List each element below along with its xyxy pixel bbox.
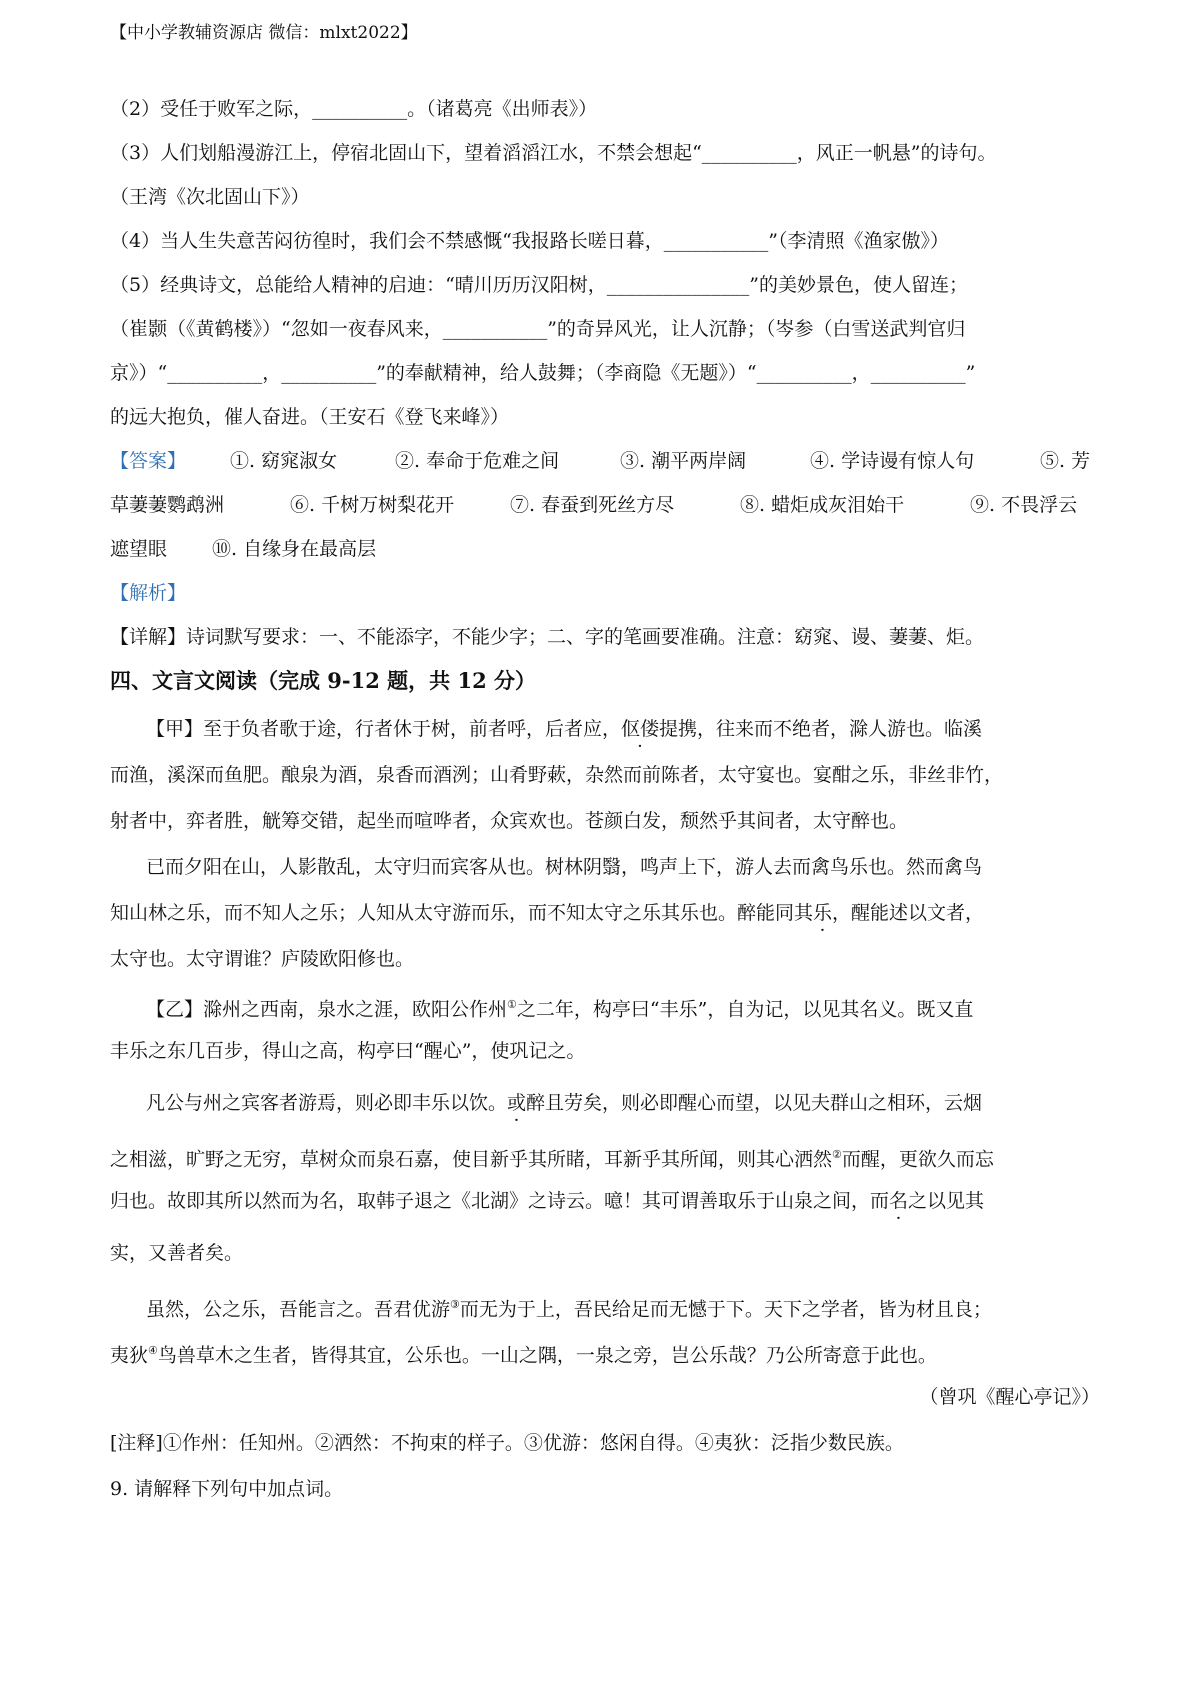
yi-text: 之二年，构亭曰“丰乐”，自为记，以见其名义。既又直: [516, 998, 974, 1021]
yi-line-8: [110, 1338, 937, 1368]
notes: [注释]①作州：任知州。②洒然：不拘束的样子。③优游：悠闲自得。④夷狄：泛指少数民族。: [110, 1432, 904, 1454]
yi-line-3: [146, 1090, 982, 1116]
yi-text: 凡公与州之宾客者游焉，则必即丰乐以饮。: [146, 1092, 508, 1114]
jia-text: 【甲】至于负者歌于途，行者休于树，前者呼，后者应，: [146, 718, 622, 740]
dotted-word: 乐: [813, 902, 833, 924]
footnote-marker: ④: [148, 1344, 158, 1357]
yi-text: 归也。故即其所以然而为名，取韩子退之《北湖》之诗云。噫！其可谓善取乐于山泉之间，而: [110, 1190, 890, 1212]
footnote-marker: ③: [450, 1298, 460, 1311]
question-5-line2: （崔颢（《黄鹤楼》）“忽如一夜春风来，___________”的奇异风光，让人沉静；（岑参（白雪送武判官归: [110, 318, 966, 340]
yi-line-2: 丰乐之东几百步，得山之高，构亭曰“醒心”，使巩记之。: [110, 1040, 586, 1062]
jia-line-5: [110, 900, 984, 926]
jia-text: ，醒能述以文者，: [832, 902, 985, 924]
yi-line-6: 实，又善者矣。: [110, 1242, 244, 1264]
jia-text: 知山林之乐，而不知人之乐；人知从太守游而乐，而不知太守之乐其乐也。醉能同其: [110, 902, 814, 924]
analysis-label: 【解析】: [110, 582, 187, 604]
answer-item: 草萋萋鹦鹉洲: [110, 494, 225, 516]
yi-text: 夷狄: [110, 1344, 149, 1367]
jia-line-4: 已而夕阳在山，人影散乱，太守归而宾客从也。树林阴翳，鸣声上下，游人去而禽鸟乐也。然而禽鸟: [146, 856, 983, 878]
answer-item: ③. 潮平两岸阔: [620, 450, 747, 472]
page-header: 【中小学教辅资源店 微信：mlxt2022】: [110, 23, 418, 43]
question-3-line1: （3）人们划船漫游江上，停宿北固山下，望着滔滔江水，不禁会想起“__________，风正一帆悬”的诗句。: [110, 142, 997, 164]
analysis-detail: 【详解】诗词默写要求：一、不能添字，不能少字；二、字的笔画要准确。注意：窈窕、谩、萋萋、炬。: [110, 626, 985, 648]
jia-line-3: 射者中，弈者胜，觥筹交错，起坐而喧哗者，众宾欢也。苍颜白发，颓然乎其间者，太守醉也。: [110, 810, 909, 832]
answer-item: ⑦. 春蚕到死丝方尽: [510, 494, 675, 516]
dotted-word: 伛偻: [621, 718, 660, 740]
yi-text: 醉且劳矣，则必即醒心而望，以见夫群山之相环，云烟: [526, 1092, 983, 1114]
yi-text: 【乙】滁州之西南，泉水之涯，欧阳公作州: [146, 998, 508, 1021]
source-citation: （曾巩《醒心亭记》）: [919, 1386, 1100, 1408]
question-5-line3: 京》）“__________，__________”的奉献精神，给人鼓舞；（李商隐《无题》）“__________，__________”: [110, 362, 976, 384]
jia-line-6: 太守也。太守谓谁？庐陵欧阳修也。: [110, 948, 415, 970]
question-2: （2）受任于败军之际，__________。（诸葛亮《出师表》）: [110, 98, 598, 120]
jia-line-2: 而渔，溪深而鱼肥。酿泉为酒，泉香而酒洌；山肴野蔌，杂然而前陈者，太守宴也。宴酣之乐，非丝非竹，: [110, 764, 1004, 786]
yi-line-4: [110, 1142, 994, 1172]
question-5-line4: 的远大抱负，催人奋进。（王安石《登飞来峰》）: [110, 406, 510, 428]
answer-item: ⑩. 自缘身在最高层: [212, 538, 377, 560]
yi-line-7: [146, 1292, 992, 1322]
yi-line-1: [146, 992, 973, 1022]
question-5-line1: （5）经典诗文，总能给人精神的启迪：“晴川历历汉阳树，_______________”的美妙景色，使人留连；: [110, 274, 969, 296]
answer-label: 【答案】: [110, 450, 187, 472]
answer-item: ⑨. 不畏浮云: [970, 494, 1078, 516]
yi-text: 鸟兽草木之生者，皆得其宜，公乐也。一山之隅，一泉之旁，岂公乐哉？乃公所寄意于此也。: [157, 1344, 937, 1367]
yi-text: 虽然，公之乐，吾能言之。吾君优游: [146, 1298, 451, 1321]
dotted-word: 名: [889, 1190, 909, 1212]
footnote-marker: ②: [832, 1148, 842, 1161]
yi-text: 而无为于上，吾民给足而无憾于下。天下之学者，皆为材且良；: [459, 1298, 992, 1321]
dotted-word: 或: [507, 1092, 527, 1114]
jia-line-1: [146, 716, 982, 742]
answer-item: ④. 学诗谩有惊人句: [810, 450, 975, 472]
question-9: 9. 请解释下列句中加点词。: [110, 1478, 344, 1500]
answer-item: ⑥. 千树万树梨花开: [290, 494, 455, 516]
yi-text: 而醒，更欲久而忘: [841, 1148, 994, 1171]
answer-item: ①. 窈窕淑女: [230, 450, 338, 472]
question-3-line2: （王湾《次北固山下》）: [110, 186, 310, 208]
answer-item: ②. 奉命于危难之间: [395, 450, 560, 472]
yi-text: 之相滋，旷野之无穷，草树众而泉石嘉，使目新乎其所睹，耳新乎其所闻，则其心洒然: [110, 1148, 833, 1171]
section-4-title: 四、文言文阅读（完成 9-12 题，共 12 分）: [110, 668, 537, 693]
jia-text: 提携，往来而不绝者，滁人游也。临溪: [659, 718, 983, 740]
answer-item: 遮望眼: [110, 538, 168, 560]
yi-line-5: [110, 1188, 984, 1214]
question-4: （4）当人生失意苦闷彷徨时，我们会不禁感慨“我报路长嗟日暮，___________”（李清照《渔家傲》）: [110, 230, 950, 252]
yi-text: 之以见其: [908, 1190, 985, 1212]
answer-item: ⑧. 蜡炬成灰泪始干: [740, 494, 905, 516]
footnote-marker: ①: [507, 998, 517, 1011]
answer-item: ⑤. 芳: [1040, 450, 1091, 472]
